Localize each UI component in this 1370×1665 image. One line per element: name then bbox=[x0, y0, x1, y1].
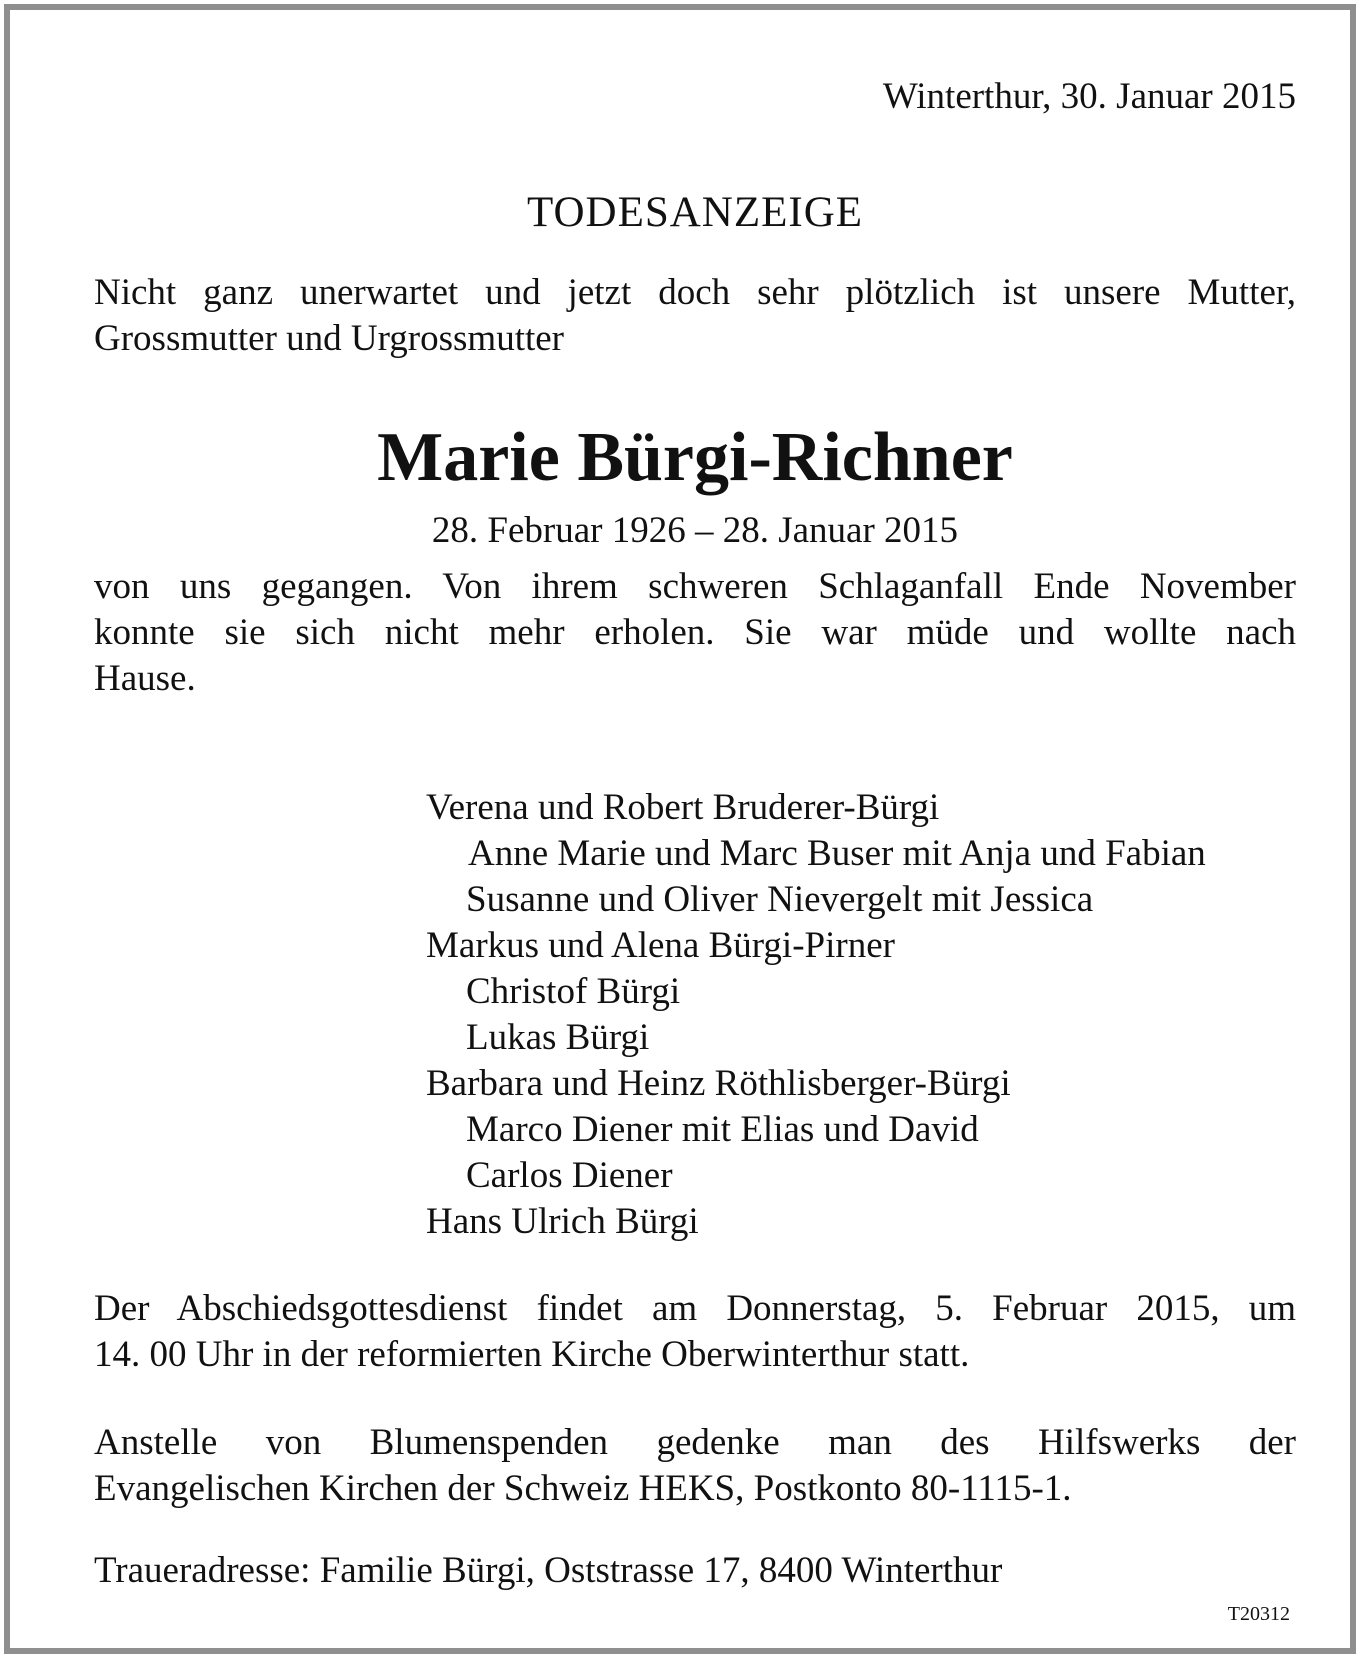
mourning-address: Traueradresse: Familie Bürgi, Oststrasse 17, 8400 Winterthur bbox=[94, 1550, 1003, 1591]
donation-line: Evangelischen Kirchen der Schweiz HEKS, Postkonto 80-1115-1. bbox=[94, 1468, 1072, 1509]
reference-code: T20312 bbox=[1227, 1603, 1290, 1625]
family-member: Lukas Bürgi bbox=[466, 1017, 650, 1058]
body-paragraph bbox=[94, 564, 1296, 702]
notice-frame bbox=[4, 4, 1356, 1654]
intro-line: Grossmutter und Urgrossmutter bbox=[94, 318, 564, 359]
body-line: Hause. bbox=[94, 658, 196, 699]
family-member: Susanne und Oliver Nievergelt mit Jessica bbox=[466, 879, 1094, 920]
service-line: Der Abschiedsgottesdienst findet am Donnerstag, 5. Februar 2015, um bbox=[94, 1288, 1296, 1329]
family-member: Carlos Diener bbox=[466, 1155, 673, 1196]
family-member: Marco Diener mit Elias und David bbox=[466, 1109, 979, 1150]
life-dates: 28. Februar 1926 – 28. Januar 2015 bbox=[431, 510, 959, 551]
intro-line: Nicht ganz unerwartet und jetzt doch sehr plötzlich ist unsere Mutter, bbox=[94, 272, 1296, 313]
family-member: Markus und Alena Bürgi-Pirner bbox=[426, 925, 895, 966]
family-member: Barbara und Heinz Röthlisberger-Bürgi bbox=[426, 1063, 1011, 1104]
body-line: von uns gegangen. Von ihrem schweren Schlaganfall Ende November bbox=[94, 566, 1296, 607]
intro-paragraph bbox=[94, 270, 1296, 362]
family-member: Verena und Robert Bruderer-Bürgi bbox=[426, 787, 940, 828]
place-date: Winterthur, 30. Januar 2015 bbox=[882, 76, 1296, 117]
service-line: 14. 00 Uhr in der reformierten Kirche Oberwinterthur statt. bbox=[94, 1334, 970, 1375]
family-list bbox=[426, 785, 1206, 1245]
body-line: konnte sie sich nicht mehr erholen. Sie war müde und wollte nach bbox=[94, 612, 1296, 653]
donation-line: Anstelle von Blumenspenden gedenke man des Hilfswerks der bbox=[94, 1422, 1296, 1463]
family-member: Christof Bürgi bbox=[466, 971, 681, 1012]
donation-paragraph bbox=[94, 1420, 1296, 1512]
family-member: Anne Marie und Marc Buser mit Anja und Fabian bbox=[468, 833, 1206, 874]
notice-heading: TODESANZEIGE bbox=[526, 189, 864, 236]
family-member: Hans Ulrich Bürgi bbox=[426, 1201, 699, 1242]
deceased-name: Marie Bürgi-Richner bbox=[377, 419, 1013, 496]
service-paragraph bbox=[94, 1286, 1296, 1378]
